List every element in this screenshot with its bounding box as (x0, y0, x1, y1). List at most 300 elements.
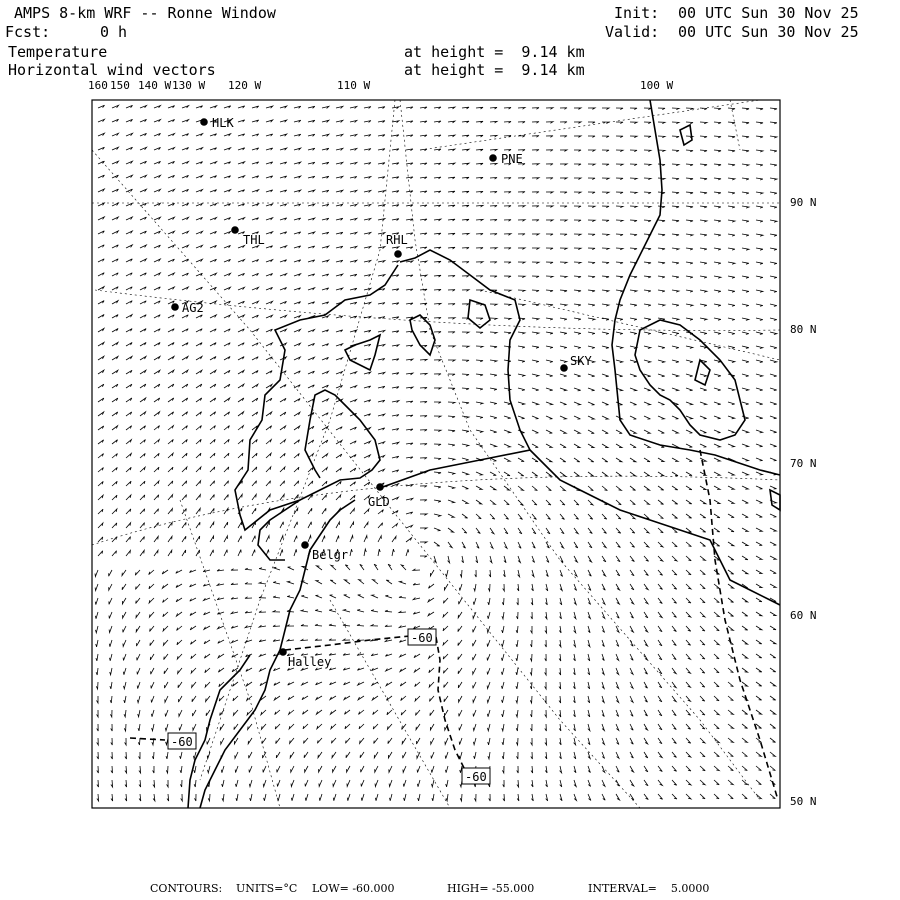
wind-vector (490, 234, 497, 236)
wind-vector (686, 164, 693, 166)
wind-vector (714, 234, 721, 236)
wind-vector (357, 639, 364, 641)
wind-vector (378, 469, 384, 472)
wind-vector (559, 626, 561, 633)
wind-vector (700, 206, 707, 208)
wind-vector (448, 247, 455, 249)
wind-vector (392, 524, 397, 528)
wind-vector (182, 162, 189, 165)
wind-vector (756, 234, 763, 236)
wind-vector (378, 303, 385, 305)
wind-vector (630, 458, 636, 462)
wind-vector (728, 668, 733, 673)
wind-vector (238, 106, 245, 108)
wind-vector (504, 472, 510, 476)
wind-vector (770, 262, 777, 264)
wind-vector (602, 486, 607, 491)
wind-vector (490, 163, 497, 165)
wind-vector (176, 598, 182, 602)
wind-vector (532, 430, 538, 433)
wind-vector (112, 105, 119, 108)
wind-vector (280, 329, 286, 332)
wind-vector (728, 500, 734, 503)
wind-vector (644, 752, 648, 758)
wind-vector (168, 259, 174, 262)
wind-vector (168, 217, 174, 220)
wind-vector (262, 738, 266, 744)
wind-vector (672, 458, 678, 461)
wind-vector (305, 766, 308, 772)
wind-vector (474, 794, 476, 801)
wind-vector (756, 304, 763, 306)
wind-vector (126, 105, 133, 108)
wind-vector (389, 766, 392, 772)
wind-vector (516, 626, 518, 633)
wind-vector (179, 710, 182, 716)
wind-vector (350, 316, 357, 318)
wind-vector (770, 220, 777, 222)
wind-vector (304, 752, 308, 758)
wind-vector (602, 346, 609, 348)
wind-vector (204, 626, 210, 629)
wind-vector (742, 752, 747, 757)
wind-vector (714, 108, 721, 110)
wind-vector (448, 402, 455, 404)
wind-vector (294, 106, 301, 108)
wind-vector (588, 458, 594, 462)
wind-vector (378, 163, 385, 165)
wind-vector (332, 752, 336, 758)
wind-vector (259, 568, 266, 570)
wind-vector (644, 584, 648, 590)
wind-vector (238, 176, 245, 178)
wind-vector (448, 472, 455, 474)
wind-vector (756, 136, 763, 138)
wind-vector (448, 430, 455, 432)
wind-vector (487, 710, 490, 717)
wind-vector (420, 444, 427, 446)
wind-vector (378, 149, 385, 151)
wind-vector (560, 584, 562, 591)
wind-vector (574, 584, 577, 591)
wind-vector (308, 232, 315, 234)
wind-vector (530, 654, 532, 661)
wind-vector (177, 640, 182, 645)
wind-vector (294, 522, 297, 528)
wind-vector (329, 610, 336, 613)
wind-vector (588, 724, 590, 731)
wind-vector (126, 287, 132, 290)
wind-vector (672, 360, 679, 363)
wind-vector (364, 344, 371, 346)
wind-vector (459, 724, 462, 730)
wind-vector (111, 780, 113, 787)
wind-vector (518, 332, 525, 334)
wind-vector (602, 542, 606, 548)
wind-vector (168, 536, 172, 542)
wind-vector (630, 542, 635, 547)
wind-vector (266, 106, 273, 108)
wind-vector (224, 218, 231, 221)
wind-vector (630, 682, 633, 688)
wind-vector (490, 430, 497, 433)
wind-vector (770, 444, 777, 447)
wind-vector (588, 696, 590, 703)
wind-vector (420, 486, 427, 488)
wind-vector (616, 318, 623, 320)
wind-vector (112, 217, 118, 220)
wind-vector (182, 467, 187, 472)
wind-vector (644, 472, 650, 476)
wind-vector (98, 328, 104, 332)
wind-vector (322, 246, 329, 248)
wind-vector (504, 430, 511, 433)
wind-vector (294, 536, 297, 542)
wind-vector (406, 205, 413, 207)
wind-vector (434, 107, 441, 109)
wind-vector (364, 149, 371, 151)
wind-vector (490, 374, 497, 376)
wind-vector (125, 794, 127, 801)
wind-vector (504, 458, 510, 461)
wind-vector (728, 402, 735, 405)
wind-vector (372, 682, 378, 685)
wind-vector (756, 402, 763, 405)
wind-vector (392, 442, 399, 444)
wind-vector (546, 570, 548, 577)
wind-vector (630, 430, 636, 433)
wind-vector (672, 724, 676, 730)
wind-vector (574, 164, 581, 165)
wind-vector (350, 302, 357, 304)
wind-vector (196, 453, 201, 458)
wind-vector (385, 610, 392, 612)
wind-vector (445, 752, 448, 759)
wind-vector (177, 654, 182, 659)
wind-vector (770, 416, 777, 419)
wind-vector (644, 780, 648, 786)
wind-vector (406, 512, 413, 514)
wind-vector (574, 108, 581, 110)
wind-vector (574, 444, 580, 448)
wind-vector (658, 500, 664, 504)
wind-vector (288, 682, 294, 685)
wind-vector (574, 640, 576, 647)
wind-vector (756, 388, 763, 391)
wind-vector (742, 178, 749, 180)
wind-vector (347, 780, 350, 786)
wind-vector (616, 654, 619, 660)
wind-vector (658, 458, 664, 462)
wind-vector (139, 766, 141, 773)
wind-vector (728, 220, 735, 222)
wind-vector (644, 668, 648, 674)
wind-vector (406, 498, 413, 500)
wind-vector (252, 343, 258, 346)
wind-vector (462, 262, 469, 264)
wind-vector (138, 724, 140, 731)
wind-vector (434, 458, 441, 460)
wind-vector (266, 453, 271, 458)
wind-vector (350, 107, 357, 109)
wind-vector (387, 710, 392, 715)
wind-vector (490, 192, 497, 194)
wind-vector (588, 122, 595, 123)
wind-vector (98, 273, 104, 276)
wind-vector (532, 332, 539, 334)
wind-vector (182, 217, 189, 220)
wind-vector (238, 204, 245, 206)
wind-vector (546, 500, 551, 505)
wind-vector (224, 259, 231, 262)
wind-vector (336, 260, 343, 262)
wind-vector (112, 161, 118, 164)
wind-vector (154, 329, 160, 332)
wind-vector (126, 467, 131, 472)
wind-vector (126, 343, 132, 347)
wind-vector (602, 136, 609, 138)
wind-vector (672, 108, 679, 110)
wind-vector (686, 598, 691, 603)
wind-vector (350, 427, 356, 430)
wind-vector (644, 276, 651, 278)
wind-vector (193, 710, 197, 716)
wind-vector (413, 583, 420, 585)
wind-vector (446, 766, 449, 773)
wind-vector (630, 626, 633, 632)
wind-vector (378, 261, 385, 263)
wind-vector (602, 276, 609, 278)
wind-vector (371, 654, 378, 656)
wind-vector (350, 441, 356, 444)
wind-vector (756, 654, 762, 658)
wind-vector (460, 794, 462, 801)
wind-vector (459, 710, 462, 716)
wind-vector (502, 640, 504, 647)
wind-vector (357, 610, 364, 613)
wind-vector (443, 626, 448, 631)
wind-vector (630, 472, 636, 476)
wind-vector (316, 595, 323, 598)
wind-vector (217, 569, 224, 571)
wind-vector (742, 248, 749, 250)
wind-vector (728, 682, 733, 687)
wind-vector (588, 220, 595, 222)
wind-vector (126, 426, 132, 430)
wind-vector (574, 766, 576, 773)
wind-vector (742, 640, 748, 644)
wind-vector (616, 766, 619, 772)
wind-vector (259, 582, 266, 584)
wind-vector (448, 205, 455, 207)
wind-vector (602, 654, 604, 661)
wind-vector (434, 177, 441, 179)
wind-vector (350, 372, 357, 374)
wind-vector (672, 626, 676, 632)
wind-vector (224, 148, 231, 150)
wind-vector (392, 149, 399, 151)
wind-vector (210, 495, 214, 501)
wind-vector (336, 344, 343, 346)
wind-vector (294, 357, 300, 360)
wind-vector (672, 150, 679, 152)
wind-vector (714, 710, 719, 715)
wind-vector (98, 119, 104, 122)
wind-vector (301, 624, 308, 626)
wind-vector (460, 570, 462, 577)
wind-vector (516, 654, 518, 661)
wind-vector (291, 794, 294, 801)
wind-vector (644, 416, 650, 419)
wind-vector (490, 121, 497, 123)
wind-vector (644, 332, 651, 334)
wind-vector (700, 626, 705, 631)
wind-vector (374, 752, 378, 758)
wind-vector (531, 752, 533, 759)
wind-vector (276, 738, 280, 744)
wind-vector (742, 108, 749, 110)
wind-vector (252, 508, 256, 514)
wind-vector (126, 481, 131, 486)
wind-vector (644, 724, 648, 730)
wind-vector (700, 682, 705, 687)
wind-vector (714, 766, 719, 771)
wind-vector (714, 430, 721, 433)
lon-label: 140 W (138, 79, 172, 92)
wind-vector (154, 523, 158, 529)
wind-vector (406, 219, 413, 221)
wind-vector (504, 220, 511, 222)
wind-vector (224, 273, 231, 276)
wind-vector (672, 668, 676, 674)
wind-vector (516, 682, 518, 689)
wind-vector (742, 780, 747, 785)
wind-vector (399, 611, 406, 613)
wind-vector (770, 486, 777, 489)
wind-vector (462, 542, 466, 548)
wind-vector (448, 107, 455, 109)
wind-vector (517, 794, 519, 801)
wind-vector (728, 556, 734, 560)
wind-vector (658, 654, 662, 660)
wind-vector (588, 346, 595, 348)
wind-vector (151, 682, 154, 688)
wind-vector (274, 682, 280, 685)
wind-vector (392, 275, 399, 277)
wind-vector (616, 346, 623, 349)
wind-vector (644, 262, 651, 264)
wind-vector (532, 192, 539, 194)
wind-vector (252, 287, 259, 290)
wind-vector (489, 570, 491, 577)
wind-vector (728, 766, 733, 771)
wind-vector (208, 794, 210, 801)
wind-vector (263, 780, 266, 787)
wind-vector (714, 136, 721, 138)
wind-vector (490, 416, 497, 419)
wind-vector (714, 724, 719, 729)
wind-vector (430, 696, 435, 701)
wind-vector (588, 542, 592, 548)
wind-vector (644, 164, 651, 166)
wind-vector (602, 416, 608, 419)
wind-vector (364, 441, 370, 444)
wind-vector (742, 346, 749, 348)
wind-vector (434, 556, 436, 563)
wind-vector (490, 276, 497, 277)
station-label: THL (243, 233, 265, 247)
wind-vector (462, 205, 469, 207)
wind-vector (364, 121, 371, 123)
wind-vector (168, 203, 175, 206)
wind-vector (560, 332, 567, 334)
wind-vector (531, 724, 533, 731)
wind-vector (545, 598, 547, 605)
wind-vector (204, 598, 211, 601)
wind-vector (224, 106, 231, 108)
wind-vector (672, 178, 679, 180)
wind-vector (518, 234, 525, 236)
wind-vector (350, 549, 352, 556)
wind-vector (560, 234, 567, 236)
wind-vector (420, 373, 427, 375)
wind-vector (742, 654, 748, 658)
wind-vector (336, 246, 343, 248)
wind-vector (122, 570, 126, 576)
wind-vector (546, 486, 551, 491)
wind-vector (476, 346, 483, 348)
wind-vector (390, 794, 393, 801)
wind-vector (770, 332, 777, 335)
station-label: RHL (386, 233, 408, 247)
wind-vector (473, 626, 476, 632)
wind-vector (322, 274, 329, 276)
wind-vector (616, 178, 623, 180)
wind-vector (350, 482, 356, 486)
wind-vector (462, 121, 469, 123)
wind-vector (152, 724, 154, 731)
wind-vector (224, 508, 228, 514)
wind-vector (266, 398, 272, 402)
wind-vector (574, 374, 581, 377)
wind-vector (672, 682, 676, 688)
wind-vector (728, 444, 735, 447)
wind-vector (280, 232, 287, 234)
wind-vector (559, 654, 561, 661)
wind-vector (350, 121, 357, 123)
wind-vector (308, 106, 315, 108)
wind-vector (602, 164, 609, 166)
wind-vector (168, 439, 173, 444)
wind-vector (476, 177, 483, 179)
wind-vector (245, 640, 252, 642)
wind-vector (616, 710, 619, 717)
wind-vector (275, 710, 280, 715)
wind-vector (386, 682, 392, 686)
wind-vector (319, 780, 322, 786)
wind-vector (459, 752, 462, 759)
wind-vector (260, 668, 266, 671)
wind-vector (602, 598, 605, 604)
wind-vector (630, 122, 637, 124)
wind-vector (756, 108, 763, 110)
wind-vector (658, 570, 663, 575)
wind-vector (280, 301, 287, 304)
wind-vector (371, 624, 378, 626)
wind-vector (152, 752, 154, 759)
wind-vector (373, 724, 378, 729)
wind-vector (98, 551, 103, 556)
